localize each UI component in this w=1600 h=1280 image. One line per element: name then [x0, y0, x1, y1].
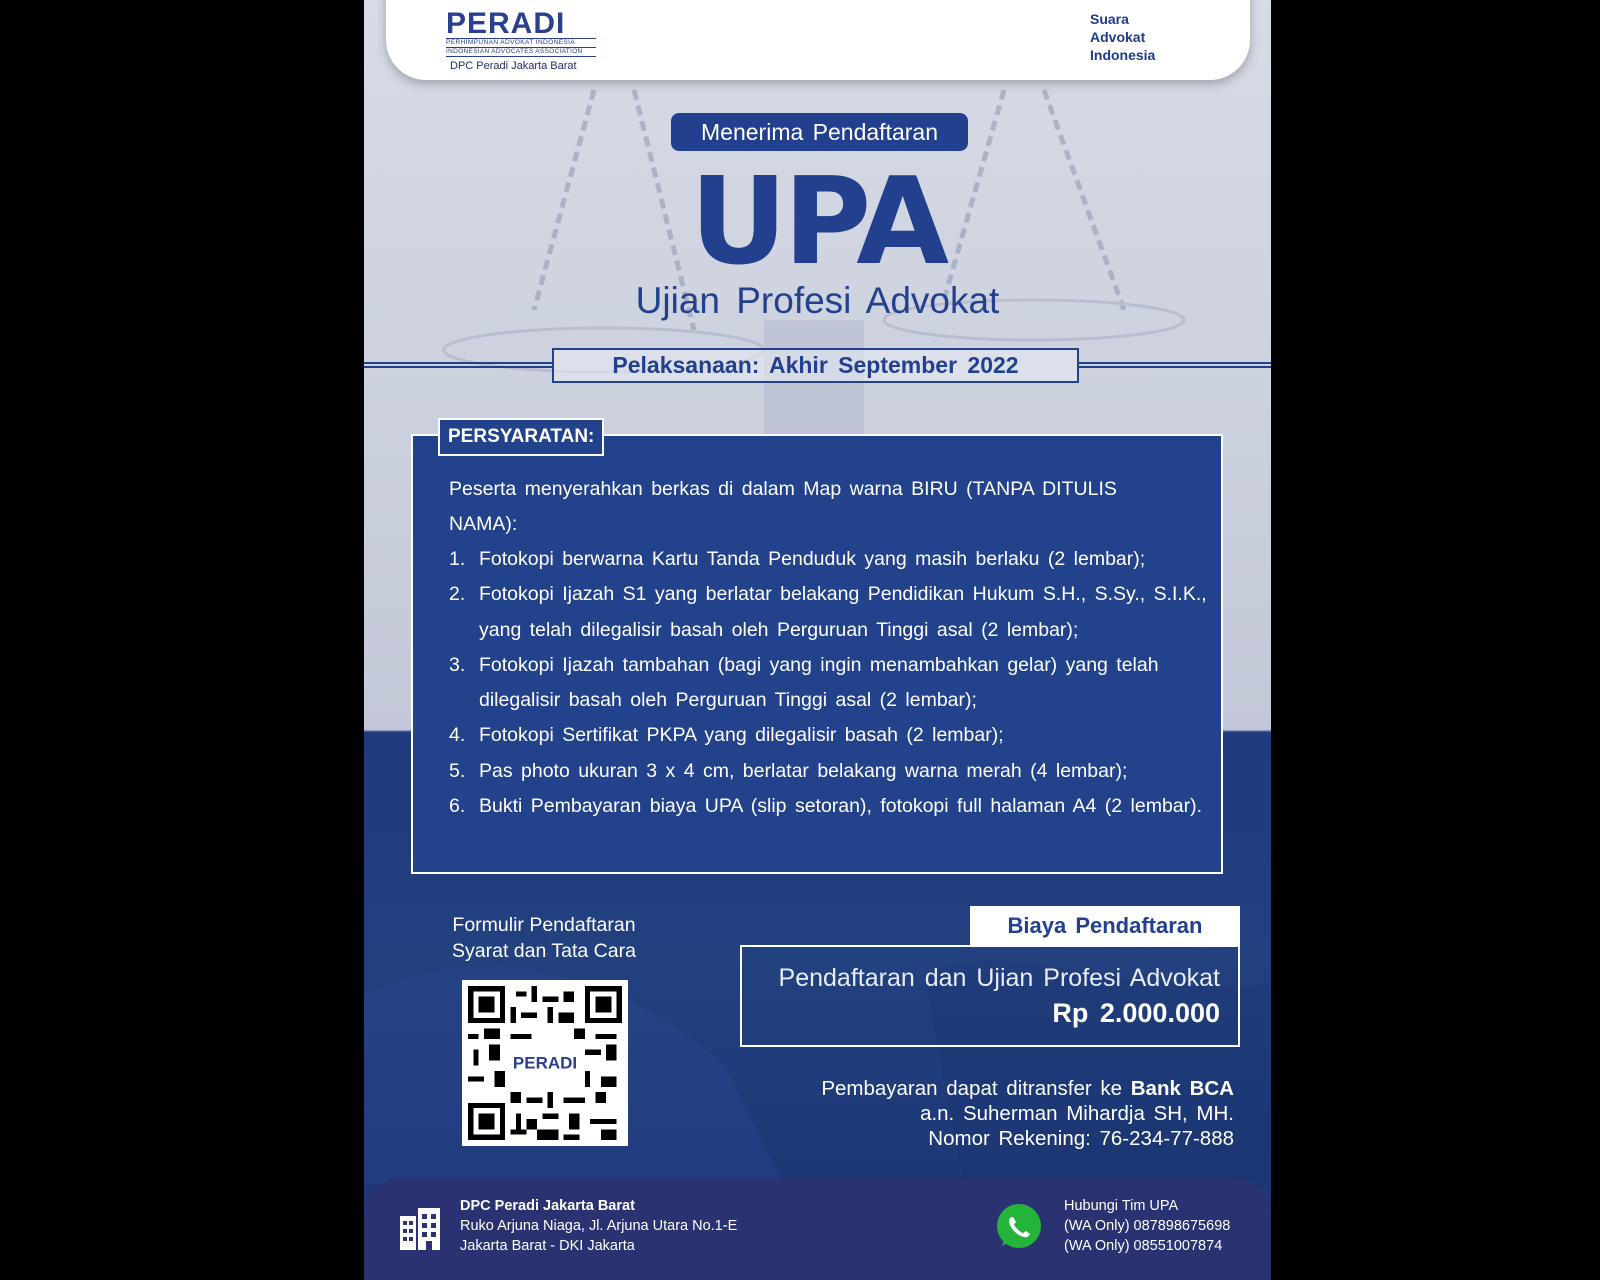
office-name: DPC Peradi Jakarta Barat [460, 1198, 635, 1214]
fee-box [740, 945, 1240, 1047]
fee-amount: Rp 2.000.000 [1052, 998, 1220, 1028]
payment-line-3: Nomor Rekening: 76-234-77-888 [928, 1127, 1234, 1150]
phone-2[interactable]: (WA Only) 08551007874 [1064, 1238, 1223, 1254]
tagline-line-1: Suara [1090, 11, 1129, 27]
list-item: 6. Bukti Pembayaran biaya UPA (slip setoran), fotokopi full halaman A4 (2 lembar). [449, 795, 1203, 818]
tagline-line-3: Indonesia [1090, 47, 1156, 63]
tagline-line-2: Advokat [1090, 29, 1146, 45]
contact-info [1064, 1196, 1230, 1256]
requirements-intro: Peserta menyerahkan berkas di dalam Map warna BIRU (TANPA DITULIS NAMA): [449, 478, 1117, 535]
bank-name: Bank BCA [1130, 1077, 1234, 1100]
divider-left [364, 362, 552, 368]
registration-pill: Menerima Pendaftaran [671, 113, 968, 151]
tagline [1090, 10, 1190, 64]
list-item: 4. Fotokopi Sertifikat PKPA yang dilegalisir basah (2 lembar); [449, 724, 1004, 747]
requirements-box [411, 434, 1223, 874]
list-item: 3. Fotokopi Ijazah tambahan (bagi yang ingin menambahkan gelar) yang telah dilegalisir basah oleh Perguruan Tinggi asal (2 lembar); [449, 653, 1159, 712]
payment-info [694, 1076, 1234, 1151]
form-label-line-1: Formulir Pendaftaran [452, 914, 636, 936]
fee-heading: Biaya Pendaftaran [970, 906, 1240, 946]
building-icon [398, 1206, 442, 1252]
form-label [424, 912, 664, 964]
qr-center-logo: PERADI [512, 1053, 578, 1073]
payment-line-2: a.n. Suherman Mihardja SH, MH. [920, 1102, 1234, 1125]
phone-1[interactable]: (WA Only) 087898675698 [1064, 1218, 1231, 1234]
requirements-heading: PERSYARATAN: [438, 418, 604, 456]
page-title: UPA [689, 153, 946, 292]
whatsapp-icon[interactable] [994, 1202, 1044, 1252]
contact-title: Hubungi Tim UPA [1064, 1198, 1179, 1214]
qr-code[interactable] [462, 980, 628, 1146]
payment-line-1: Pembayaran dapat ditransfer ke Bank BCA [821, 1077, 1234, 1100]
footer [364, 1178, 1271, 1280]
list-item: 5. Pas photo ukuran 3 x 4 cm, berlatar belakang warna merah (4 lembar); [449, 759, 1128, 782]
divider-right [1078, 362, 1271, 368]
logo-subline-1: PERHIMPUNAN ADVOKAT INDONESIA [446, 38, 596, 47]
logo-subline-2: INDONESIAN ADVOCATES ASSOCIATION [446, 47, 596, 57]
list-item: 2. Fotokopi Ijazah S1 yang berlatar belakang Pendidikan Hukum S.H., S.Sy., S.I.K., yang telah dilegalisir basah oleh Perguruan Tinggi asal (2 lembar); [449, 583, 1207, 641]
schedule-box: Pelaksanaan: Akhir September 2022 [552, 348, 1079, 383]
fee-description: Pendaftaran dan Ujian Profesi Advokat [778, 964, 1220, 992]
list-item: 1. Fotokopi berwarna Kartu Tanda Penduduk yang masih berlaku (2 lembar); [449, 548, 1146, 570]
requirements-list [449, 542, 1209, 824]
header-card [386, 0, 1250, 80]
form-label-line-2: Syarat dan Tata Cara [452, 940, 636, 962]
logo-branch: DPC Peradi Jakarta Barat [450, 60, 577, 72]
logo-wordmark: PERADI [446, 7, 566, 40]
qr-code-image [468, 986, 622, 1140]
poster [364, 0, 1271, 1280]
office-address [460, 1196, 737, 1256]
page-subtitle: Ujian Profesi Advokat [635, 280, 1000, 321]
peradi-logo [446, 7, 596, 72]
address-line-2: Jakarta Barat - DKI Jakarta [460, 1238, 635, 1254]
address-line-1: Ruko Arjuna Niaga, Jl. Arjuna Utara No.1-E [460, 1218, 738, 1234]
